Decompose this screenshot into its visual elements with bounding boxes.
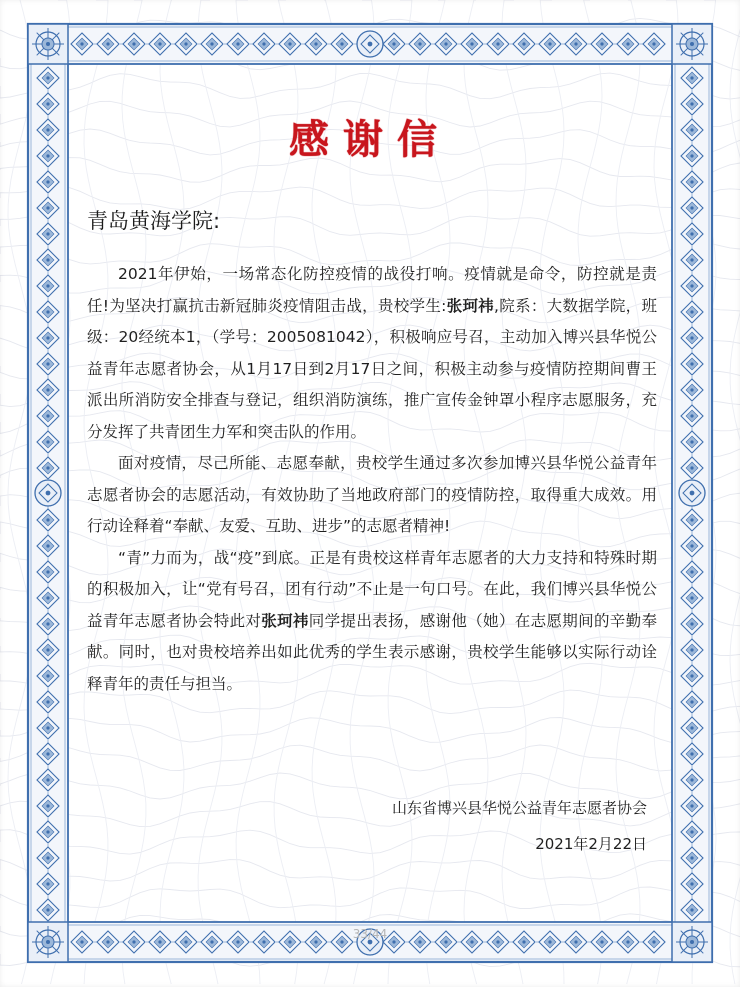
paragraph-3-text-b: 同学提出表扬，感谢他（她）在志愿期间的辛勤奉献。同时，也对贵校培养出如此优秀的学生表示感谢，贵校学生能够以实际行动诠释青年的责任与担当。: [87, 611, 657, 693]
paragraph-1-text-b: ,院系：大数据学院，班级：20经统本1，（学号：2005081042），积极响应号召，主动加入博兴县华悦公益青年志愿者协会，从1月17日到2月17日之间，积极主动参与疫情防控期间曹王派出所消防安全排查与登记，组织消防演练，推广宣传金钟罩小程序志愿服务，充分发挥了共青团生力军和突击队的作用。: [87, 296, 657, 441]
paragraph-3: [87, 543, 657, 701]
paragraph-2-text: 面对疫情，尽己所能、志愿奉献，贵校学生通过多次参加博兴县华悦公益青年志愿者协会的志愿活动，有效协助了当地政府部门的疫情防控，取得重大成效。用行动诠释着“奉献、友爱、互助、进步”的志愿者精神!: [87, 454, 657, 535]
signature-organization: 山东省博兴县华悦公益青年志愿者协会: [391, 799, 647, 817]
salutation: 青岛黄海学院:: [87, 209, 221, 233]
student-name: 张珂祎: [446, 296, 495, 315]
paragraph-1-text-a: 2021年伊始，一场常态化防控疫情的战役打响。疫情就是命令，防控就是责任!为坚决打赢抗击新冠肺炎疫情阻击战，贵校学生:: [87, 265, 657, 315]
paragraph-2: [87, 448, 657, 543]
page-indicator: 33/44: [352, 927, 388, 941]
student-name-2: 张珂祎: [261, 611, 309, 630]
letter-title: 感谢信: [289, 116, 451, 163]
letter-date: 2021年2月22日: [535, 835, 647, 853]
paragraph-3-text-a: “青”力而为，战“疫”到底。正是有贵校这样青年志愿者的大力支持和特殊时期的积极加入，让“党有号召，团有行动”不止是一句口号。在此，我们博兴县华悦公益青年志愿者协会特此对: [87, 548, 657, 630]
paragraph-1: [87, 259, 657, 448]
letter-body: [87, 259, 657, 700]
